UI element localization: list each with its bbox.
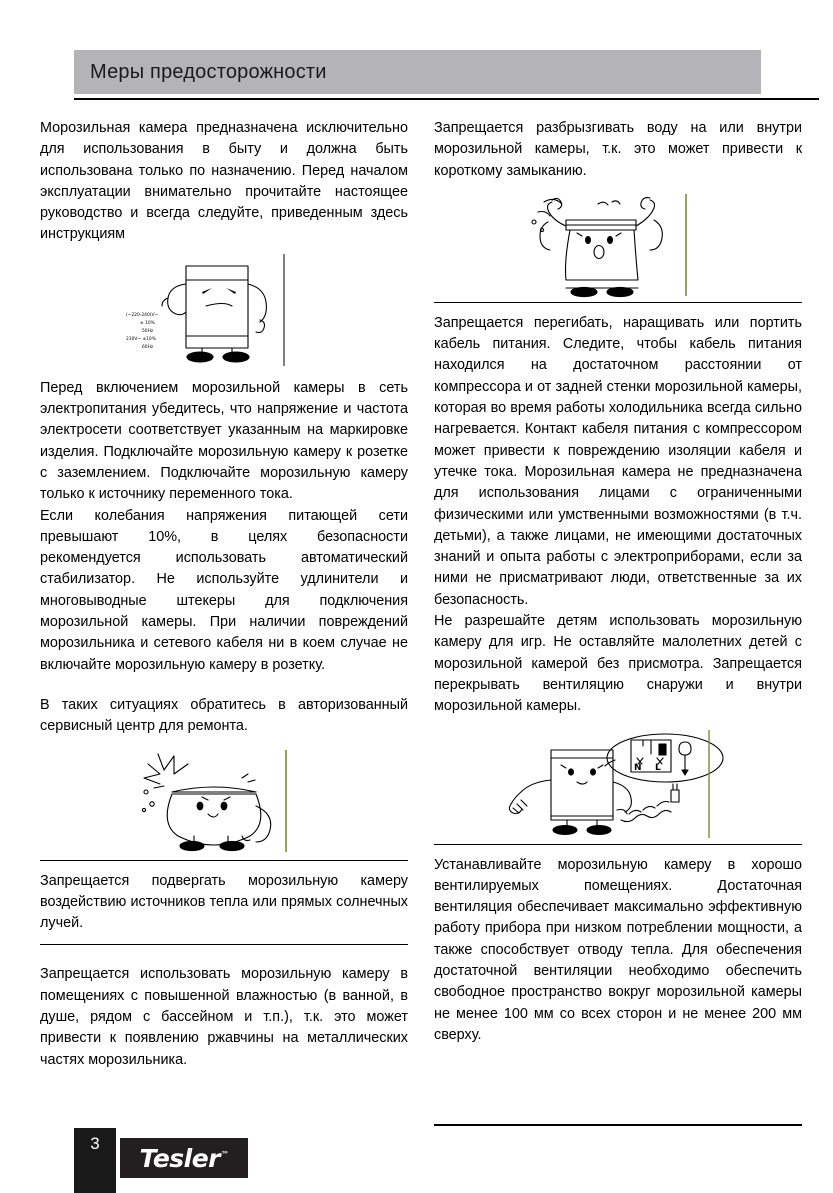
svg-text:50Hz: 50Hz bbox=[142, 328, 154, 334]
figure-socket-grounding bbox=[434, 728, 802, 840]
svg-text:(~220-240)V~: (~220-240)V~ bbox=[126, 312, 159, 318]
svg-text:60Hz: 60Hz bbox=[142, 344, 154, 350]
brand-logo-text bbox=[139, 1143, 229, 1173]
svg-text:± 10%: ± 10% bbox=[140, 320, 155, 326]
page-number: 3 bbox=[90, 1134, 100, 1153]
socket-freezer-illustration bbox=[503, 728, 733, 840]
socket-terminal-l: L bbox=[655, 762, 661, 773]
paragraph-service-center: В таких ситуациях обратитесь в авторизованный сервисный центр для ремонта. bbox=[40, 696, 408, 735]
water-splash-freezer-illustration bbox=[508, 192, 728, 298]
figure-heat-source bbox=[40, 748, 408, 856]
brand-trademark: ™ bbox=[221, 1150, 229, 1160]
voltage-caption bbox=[126, 312, 158, 350]
header-divider bbox=[74, 98, 819, 100]
paragraph-ventilation-install: Устанавливайте морозильную камеру в хорошо вентилируемых помещениях. Достаточная вентиляция обеспечивает максимально эффективную работу прибора при низком потреблении мощности, а также способствует отводу тепла. Для обеспечения достаточной вентиляции необходимо обеспечить свободное пространство вокруг морозильной камеры не менее 100 мм со всех сторон и не менее 200 мм сверху. bbox=[434, 856, 802, 1043]
footer-divider bbox=[434, 1124, 802, 1126]
svg-text:230V~ ±10%: 230V~ ±10% bbox=[126, 336, 156, 342]
brand-name: Tesler bbox=[139, 1143, 221, 1173]
figure-voltage-freezer bbox=[40, 250, 408, 368]
paragraph-no-water-spray: Запрещается разбрызгивать воду на или внутри морозильной камеры, т.к. это может привести к короткому замыканию. bbox=[434, 120, 802, 179]
paragraph-humid-rooms: Запрещается использовать морозильную камеру в помещениях с повышенной влажностью (в ванной, в душе, рядом с бассейном и т.п.), т.к. это может привести к появлению ржавчины на металлических частях морозильника. bbox=[40, 966, 408, 1068]
brand-logo bbox=[120, 1138, 248, 1178]
paragraph-mains-connection: Перед включением морозильной камеры в сеть электропитания убедитесь, что напряжение и частота электросети соответствует указанным на маркировке изделия. Подключайте морозильную камеру к розетке с заземлением. Подключайте морозильную камеру только к источнику переменного тока. bbox=[40, 379, 408, 503]
voltage-freezer-illustration bbox=[124, 250, 324, 368]
paragraph-voltage-stabilizer: Если колебания напряжения питающей сети превышают 10%, в целях безопасности рекомендуется использовать автоматический стабилизатор. Не используйте удлинители и многовыводные штекеры для подключения морозильной камеры. При наличии повреждений морозильника и сетевого кабеля ни в коем случае не включайте морозильную камеру в розетку. bbox=[40, 507, 408, 673]
right-column bbox=[434, 118, 802, 1046]
left-column bbox=[40, 118, 408, 1071]
paragraph-intro: Морозильная камера предназначена исключительно для использования в быту и должна быть использована только по назначению. Перед началом эксплуатации внимательно прочитайте настоящее руководство и всегда следуйте, приведенным здесь инструкциям bbox=[40, 120, 408, 243]
heat-pot-illustration bbox=[124, 748, 324, 856]
paragraph-heat-sources: Запрещается подвергать морозильную камеру воздействию источников тепла или прямых солнечных лучей. bbox=[40, 872, 408, 932]
figure-water-splash bbox=[434, 192, 802, 298]
page-title: Меры предосторожности bbox=[90, 60, 327, 83]
section-header-band bbox=[74, 50, 761, 94]
socket-terminal-n: N bbox=[634, 762, 642, 773]
paragraph-power-cable-safety: Запрещается перегибать, наращивать или портить кабель питания. Следите, чтобы кабель питания находился на достаточном расстоянии от компрессора и от задней стенки морозильной камеры, которая во время работы холодильника всегда сильно нагревается. Контакт кабеля питания с компрессором может привести к повреждению изоляции кабеля и утечке тока. Морозильная камера не предназначена для использования лицами с ограниченными физическими или умственными возможностями (в т.ч. детьми), а также лицами, не имеющими достаточных знаний и опыта работы с электроприборами, если за ними не присматривают люди, ответственные за их безопасность. bbox=[434, 314, 802, 608]
paragraph-children-ventilation: Не разрешайте детям использовать морозильную камеру для игр. Не оставляйте малолетних детей с морозильной камерой без присмотра. Запрещается перекрывать вентиляцию снаружи и внутри морозильной камеры. bbox=[434, 613, 802, 715]
